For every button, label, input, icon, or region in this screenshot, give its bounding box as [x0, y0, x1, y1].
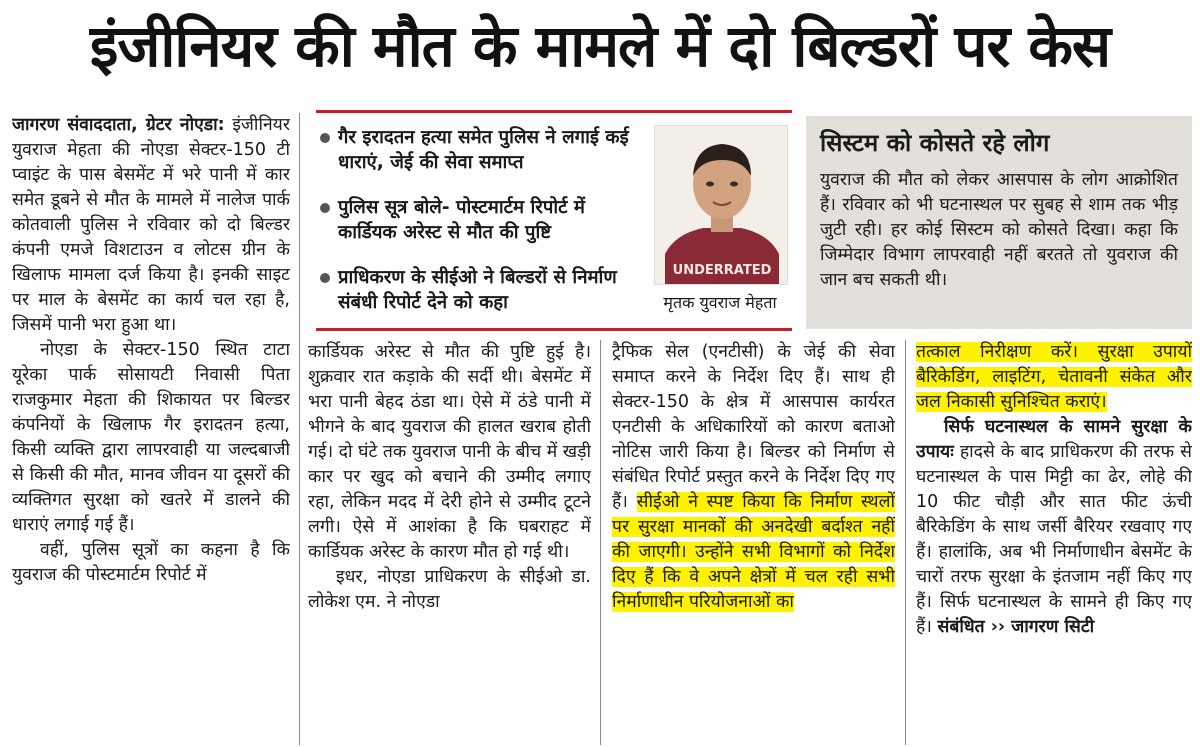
- article-column-1: [12, 113, 290, 743]
- bullet-icon: [320, 273, 330, 283]
- highlight-item: गैर इरादतन हत्या समेत पुलिस ने लगाई कई धाराएं, जेई की सेवा समाप्त: [316, 125, 650, 185]
- headline: इंजीनियर की मौत के मामले में दो बिल्डरों पर केस: [89, 12, 1111, 80]
- credit-line: संबंधित ›› जागरण सिटी: [937, 617, 1095, 637]
- article-column-4: [916, 340, 1192, 745]
- byline: जागरण संवाददाता, ग्रेटर नोएडा:: [12, 115, 225, 135]
- highlighted-text: सीईओ ने स्पष्ट किया कि निर्माण स्थलों पर सुरक्षा मानकों की अनदेखी बर्दाश्त नहीं की जाएगी। उन्होंने सभी विभागों को निर्देश दिए हैं कि वे अपने क्षेत्रों में चल रही सभी निर्माणाधीन परियोजनाओं का: [612, 492, 895, 612]
- column-rule: [600, 340, 601, 745]
- sidebar-box: [806, 116, 1192, 329]
- bullet-icon: [320, 133, 330, 143]
- sidebar-title: सिस्टम को कोसते रहे लोग: [820, 129, 1050, 157]
- paragraph: ट्रैफिक सेल (एनटीसी) के जेई की सेवा समाप्त करने के निर्देश दिए हैं। साथ ही सेक्टर-150 के क्षेत्र में आसपास कार्यरत एनटीसी के अधिकारियों को कारण बताओ नोटिस जारी किया है। बिल्डर को निर्माण से संबंधित रिपोर्ट प्रस्तुत करने के निर्देश दिए गए हैं।: [612, 342, 895, 512]
- column-rule: [905, 340, 906, 745]
- highlight-item: प्राधिकरण के सीईओ ने बिल्डरों से निर्माण संबंधी रिपोर्ट देने को कहा: [316, 265, 650, 325]
- victim-photo: [654, 125, 788, 285]
- subheading: सिर्फ घटनास्थल के सामने सुरक्षा के उपायः: [916, 417, 1192, 462]
- paragraph: कार्डियक अरेस्ट से मौत की पुष्टि हुई है। शुक्रवार रात कड़ाके की सर्दी थी। बेसमेंट में भरा पानी बेहद ठंडा था। ऐसे में ठंडे पानी में भीगने के बाद युवराज की हालत खराब होती गई। दो घंटे तक युवराज पानी के बीच में खड़ी कार पर खुद को बचाने की उम्मीद लगाए रहा, लेकिन मदद में देरी होने से उम्मीद टूटने लगी। ऐसे में आशंका है कि घबराहट में कार्डियक अरेस्ट के कारण मौत हो गई थी।: [308, 342, 591, 562]
- paragraph: इधर, नोएडा प्राधिकरण के सीईओ डा. लोकेश एम. ने नोएडा: [308, 567, 591, 612]
- sidebar-body: युवराज की मौत को लेकर आसपास के लोग आक्रोशित हैं। रविवार को भी घटनास्थल पर सुबह से शाम तक भीड़ जुटी रही। हर कोई सिस्टम को कोसते दिखा। कहा कि जिम्मेदार विभाग लापरवाही नहीं बरतते तो युवराज की जान बच सकती थी।: [820, 170, 1178, 290]
- paragraph: इंजीनियर युवराज मेहता की नोएडा सेक्टर-150 टी प्वाइंट के पास बेसमेंट में भरे पानी में कार समेत डूबने से मौत के मामले में नालेज पार्क कोतवाली पुलिस ने रविवार को दो बिल्डर कंपनी एमजे विशटाउन व लोटस ग्रीन के खिलाफ मामला दर्ज किया है। इनकी साइट पर माल के बेसमेंट का कार्य चल रहा है, जिसमें पानी भरा हुआ था।: [12, 115, 290, 335]
- column-rule: [299, 113, 300, 745]
- article-column-2: [308, 340, 591, 745]
- highlight-item: पुलिस सूत्र बोले- पोस्टमार्टम रिपोर्ट में कार्डियक अरेस्ट से मौत की पुष्टि: [316, 195, 650, 255]
- highlighted-text: तत्काल निरीक्षण करें। सुरक्षा उपायों बैरिकेडिंग, लाइटिंग, चेतावनी संकेत और जल निकासी सुनिश्चित कराएं।: [916, 342, 1192, 412]
- article-column-3: [612, 340, 895, 745]
- paragraph: नोएडा के सेक्टर-150 स्थित टाटा यूरेका पार्क सोसायटी निवासी पिता राजकुमार मेहता की शिकायत पर बिल्डर कंपनियों के खिलाफ गैर इरादतन हत्या, किसी व्यक्ति द्वारा लापरवाही या जल्दबाजी से किसी की मौत, मानव जीवन या दूसरों की व्यक्तिगत सुरक्षा को खतरे में डालने की धाराएं लगाई गई हैं।: [12, 340, 290, 535]
- paragraph: वहीं, पुलिस सूत्रों का कहना है कि युवराज की पोस्टमार्टम रिपोर्ट में: [12, 540, 290, 585]
- bullet-icon: [320, 203, 330, 213]
- shirt-print: UNDERRATED: [672, 263, 772, 278]
- paragraph: हादसे के बाद प्राधिकरण की तरफ से घटनास्थल के पास मिट्टी का ढेर, लोहे की 10 फीट चौड़ी और सात फीट ऊंची बैरिकेडिंग के साथ जर्सी बैरियर रखवाए गए हैं। हालांकि, अब भी निर्माणाधीन बेसमेंट के चारों तरफ सुरक्षा के इंतजाम नहीं किए गए हैं। सिर्फ घटनास्थल के सामने ही किए गए हैं।: [916, 442, 1192, 637]
- photo-caption: मृतक युवराज मेहता: [663, 293, 777, 312]
